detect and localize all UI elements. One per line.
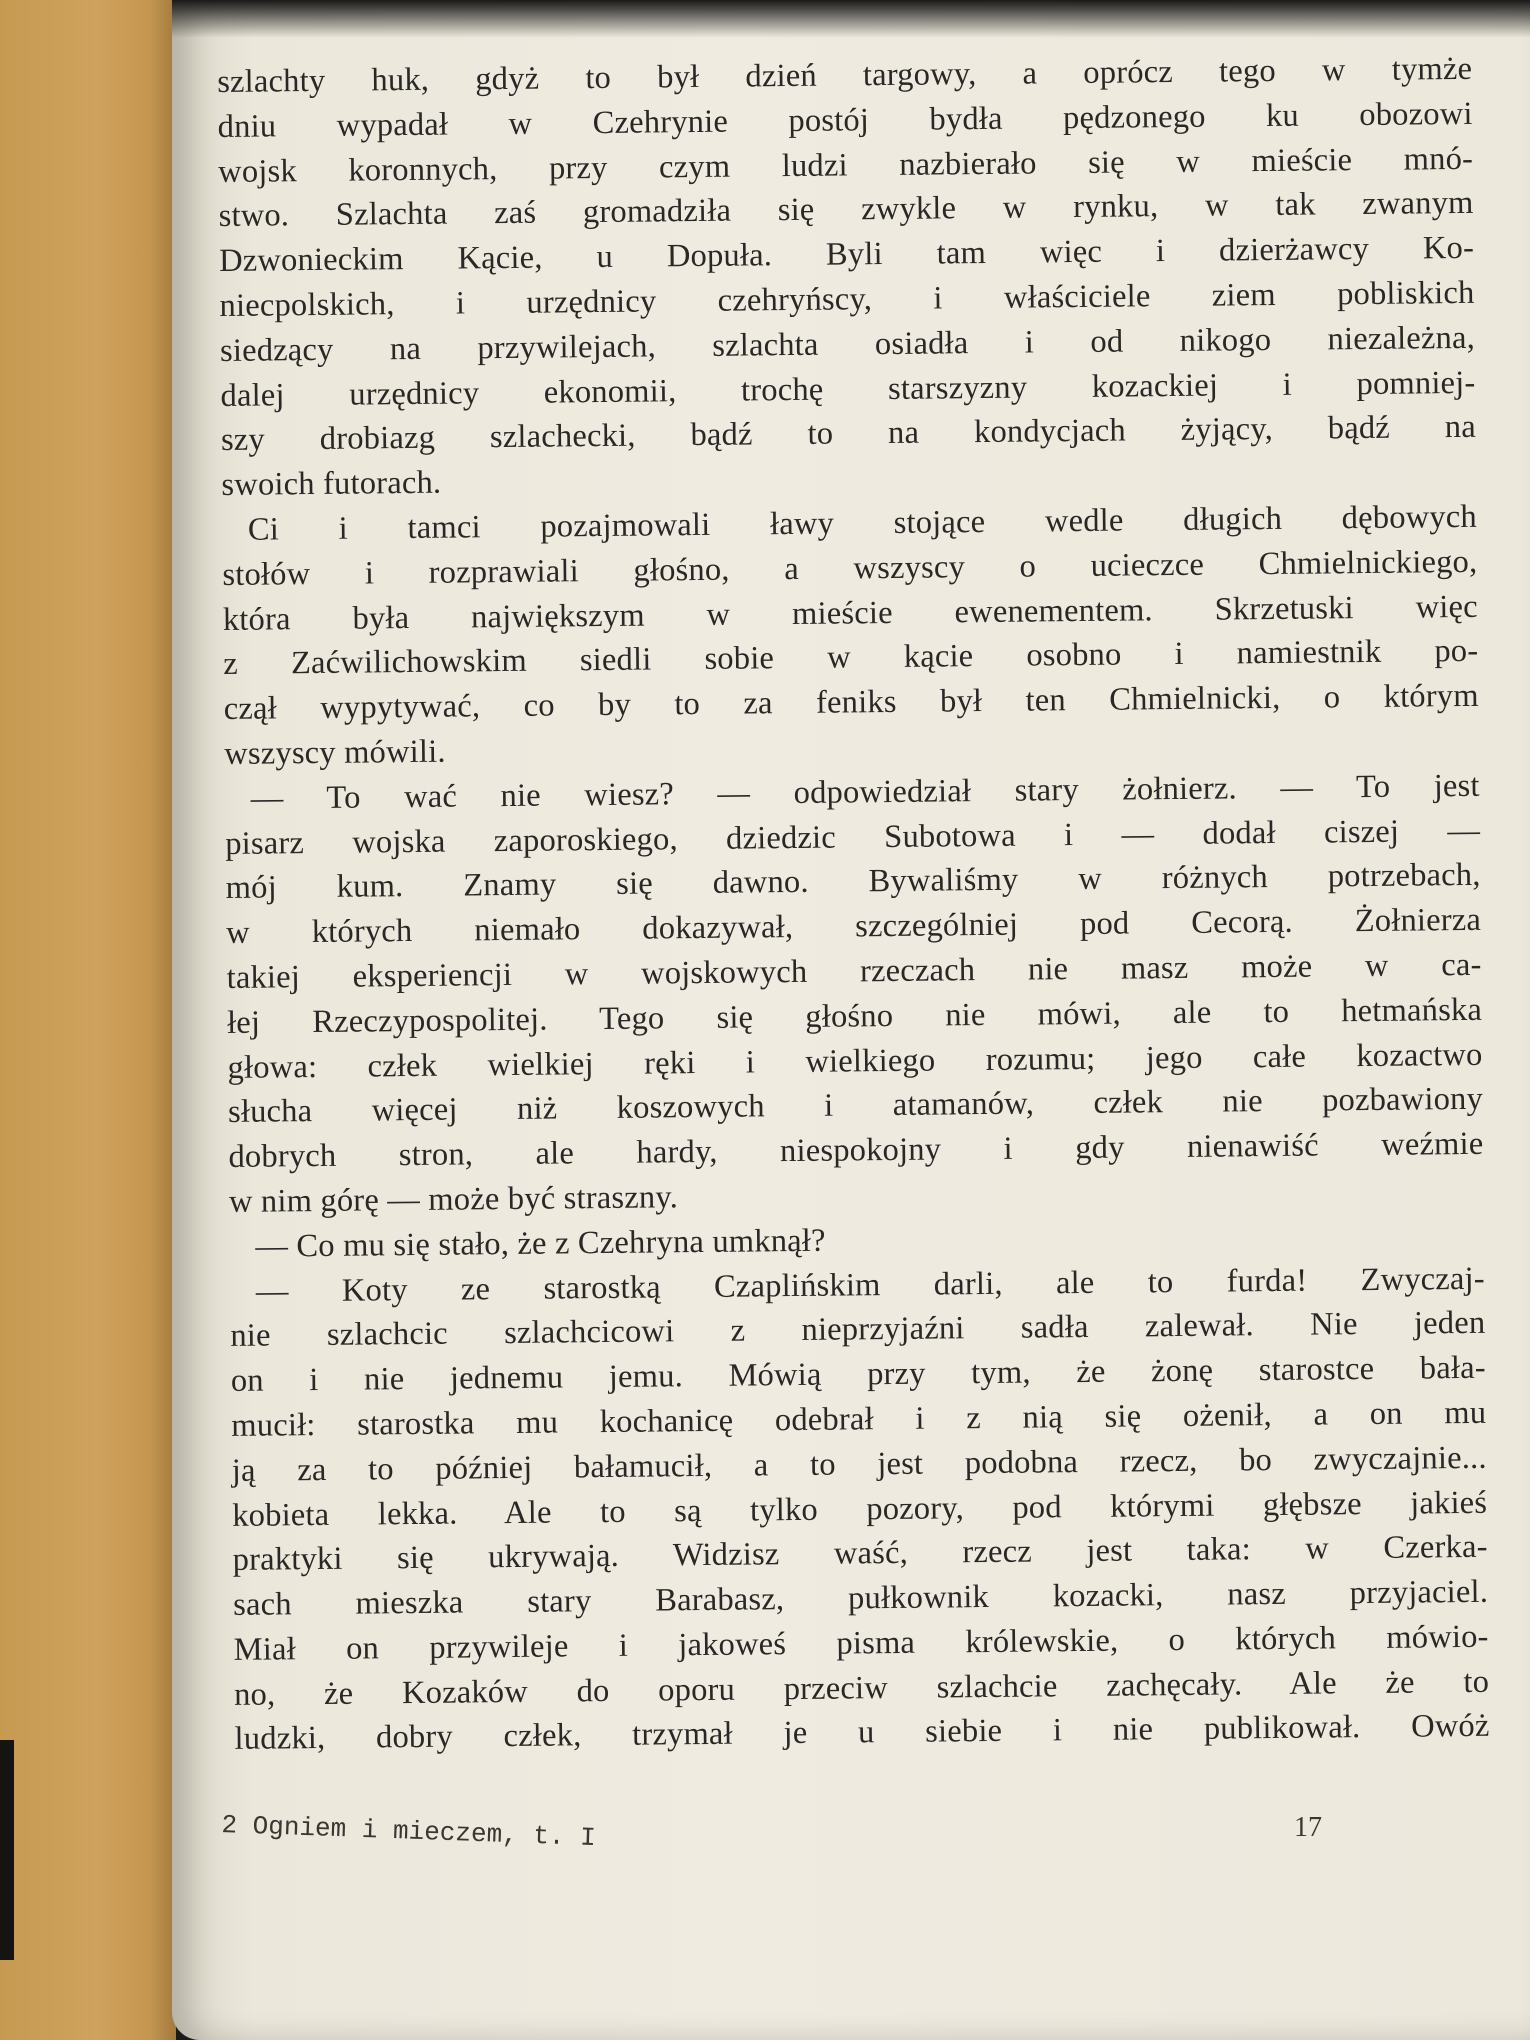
text-line: — To wać nie wiesz? — odpowiedział stary żołnierz. — To jest — [250, 767, 1480, 817]
text-line: sach mieszka stary Barabasz, pułkownik kozacki, nasz przyjaciel. — [232, 1573, 1489, 1624]
text-line: wszyscy mówili. — [224, 733, 446, 772]
text-line: siedzący na przywilejach, szlachta osiadła i od nikogo niezależna, — [219, 319, 1476, 369]
text-line: dniu wypadał w Czehrynie postój bydła pędzonego ku obozowi — [217, 95, 1473, 145]
text-line: stwo. Szlachta zaś gromadziła się zwykle w rynku, w tak zwanym — [218, 185, 1474, 235]
text-line: mucił: starostka mu kochanicę odebrał i z nią się ożenił, a on mu — [231, 1394, 1487, 1444]
text-line: w których niemało dokazywał, szczególniej pod Cecorą. Żołnierza — [225, 901, 1482, 952]
left-page-edge — [0, 0, 176, 2040]
text-line: dalej urzędnicy ekonomii, trochę starszyzny kozackiej i pomniej- — [220, 364, 1476, 414]
book-page — [172, 0, 1530, 2040]
text-line: pisarz wojska zaporoskiego, dziedzic Subotowa i — dodał ciszej — — [225, 812, 1481, 862]
page-top-shadow — [172, 0, 1530, 38]
text-line: Miał on przywileje i jakoweś pisma królewskie, o których mówio- — [233, 1618, 1489, 1668]
text-line: Dzwonieckim Kącie, u Dopuła. Byli tam więc i dzierżawcy Ko- — [218, 230, 1475, 280]
text-line: — Co mu się stało, że z Czehryna umknął? — [255, 1222, 826, 1265]
text-line: w nim górę — może być straszny. — [228, 1179, 679, 1220]
page-footer — [222, 1810, 1322, 1860]
printer-signature: 2 Ogniem i mieczem, t. I — [220, 1810, 597, 1854]
text-line: on i nie jednemu jemu. Mówią przy tym, że żonę starostce bała- — [230, 1349, 1486, 1400]
text-line: która była największym w mieście ewenementem. Skrzetuski więc — [222, 588, 1478, 638]
text-line: ją za to później bałamucił, a to jest podobna rzecz, bo zwyczajnie... — [231, 1439, 1487, 1489]
text-line: głowa: człek wielkiej ręki i wielkiego rozumu; jego całe kozactwo — [227, 1036, 1483, 1086]
text-line: słucha więcej niż koszowych i atamanów, człek nie pozbawiony — [227, 1081, 1484, 1131]
page-text — [217, 47, 1490, 1762]
text-line: czął wypytywać, co by to za feniks był ten Chmielnicki, o którym — [223, 677, 1479, 728]
text-line: mój kum. Znamy się dawno. Bywaliśmy w różnych potrzebach, — [225, 857, 1481, 907]
text-line: dobrych stron, ale hardy, niespokojny i gdy nienawiść weźmie — [228, 1125, 1484, 1176]
page-number: 17 — [1294, 1812, 1322, 1843]
text-line: łej Rzeczypospolitej. Tego się głośno nie mówi, ale to hetmańska — [226, 991, 1483, 1041]
text-line: szy drobiazg szlachecki, bądź to na kondycjach żyjący, bądź na — [220, 409, 1477, 459]
text-line: z Zaćwilichowskim siedli sobie w kącie osobno i namiestnik po- — [223, 633, 1479, 683]
text-line: stołów i rozprawiali głośno, a wszyscy o ucieczce Chmielnickiego, — [222, 543, 1478, 593]
text-line: szlachty huk, gdyż to był dzień targowy, a oprócz tego w tymże — [217, 50, 1473, 100]
text-line: swoich futorach. — [221, 464, 442, 504]
text-line: wojsk koronnych, przy czym ludzi nazbierało się w mieście mnó- — [217, 140, 1474, 190]
text-line: ludzki, dobry człek, trzymał je u siebie i nie publikował. Owóż — [234, 1708, 1490, 1758]
book-cover-edge — [0, 1740, 14, 1960]
text-line: Ci i tamci pozajmowali ławy stojące wedle długich dębowych — [247, 498, 1478, 548]
text-line: — Koty ze starostką Czaplińskim darli, ale to furda! Zwyczaj- — [255, 1260, 1486, 1310]
text-line: niecpolskich, i urzędnicy czehryńscy, i właściciele ziem pobliskich — [219, 274, 1475, 324]
text-line: kobieta lekka. Ale to są tylko pozory, pod którymi głębsze jakieś — [232, 1484, 1488, 1534]
text-line: no, że Kozaków do oporu przeciw szlachcie zachęcały. Ale że to — [233, 1663, 1490, 1713]
text-line: takiej eksperiencji w wojskowych rzeczach nie masz może w ca- — [226, 946, 1482, 996]
text-line: nie szlachcic szlachcicowi z nieprzyjaźni sadła zalewał. Nie jeden — [230, 1305, 1486, 1355]
text-line: praktyki się ukrywają. Widzisz waść, rzecz jest taka: w Czerka- — [232, 1529, 1488, 1579]
